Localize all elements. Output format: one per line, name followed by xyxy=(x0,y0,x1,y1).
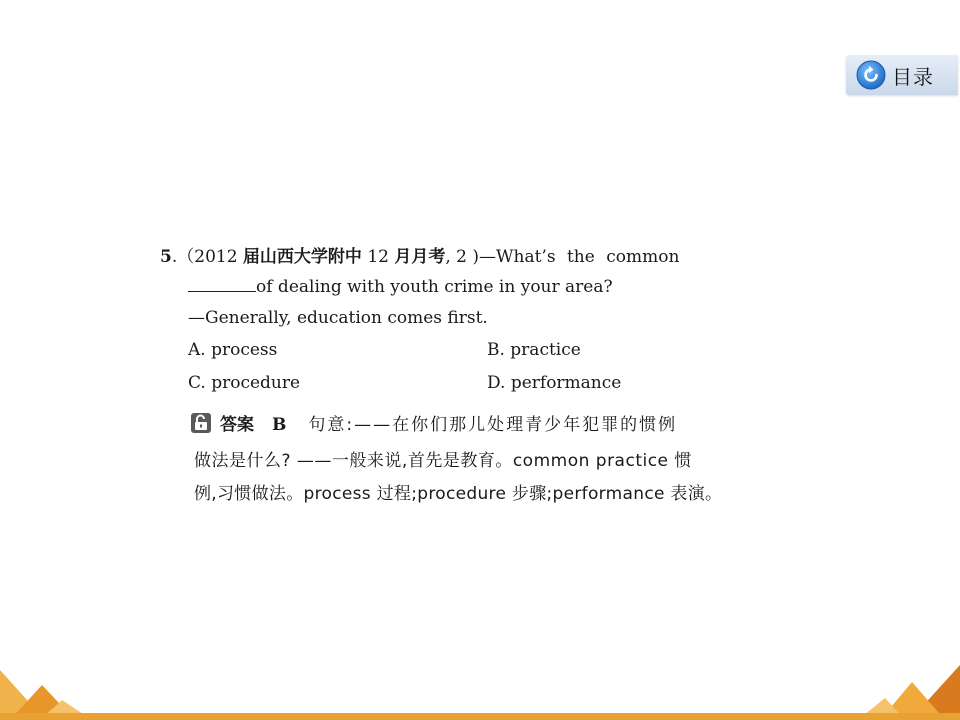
answer-line-1 xyxy=(190,410,677,435)
answer-explanation-3: 例,习惯做法。process 过程;procedure 步骤;performance 表演。 xyxy=(194,484,723,504)
answer-explanation-2: 做法是什么? ——一般来说,首先是教育。common practice 惯 xyxy=(194,451,692,471)
source-cn2: 月月考 xyxy=(394,247,446,267)
unlock-icon xyxy=(190,412,212,434)
answer-blank xyxy=(188,275,256,292)
stem-line-2: of dealing with youth crime in your area? xyxy=(256,277,613,297)
source-open: .（2012 xyxy=(171,247,243,267)
source-mid: 12 xyxy=(361,247,395,267)
question-number: 5 xyxy=(160,247,172,267)
option-a: A. process xyxy=(188,340,278,360)
corner-decoration-right xyxy=(850,660,960,720)
option-b: B. practice xyxy=(487,340,581,360)
answer-letter: B xyxy=(272,415,287,435)
source-close: , 2 ) xyxy=(445,247,480,267)
toc-button[interactable] xyxy=(846,55,958,95)
back-arrow-icon xyxy=(856,60,886,90)
source-cn: 届山西大学附中 xyxy=(242,247,362,267)
option-c: C. procedure xyxy=(188,373,301,393)
stem-line-3: —Generally, education comes first. xyxy=(188,308,488,328)
toc-label: 目录 xyxy=(892,64,934,89)
question-line-2 xyxy=(188,275,613,297)
question-line-1 xyxy=(160,242,679,267)
bottom-bar xyxy=(0,713,960,720)
answer-label: 答案 xyxy=(220,415,254,435)
stem-line-1: —What’s the common xyxy=(479,247,680,267)
answer-explanation-1: 句意:——在你们那儿处理青少年犯罪的惯例 xyxy=(308,415,678,435)
option-d: D. performance xyxy=(487,373,622,393)
corner-decoration-left xyxy=(0,660,100,720)
